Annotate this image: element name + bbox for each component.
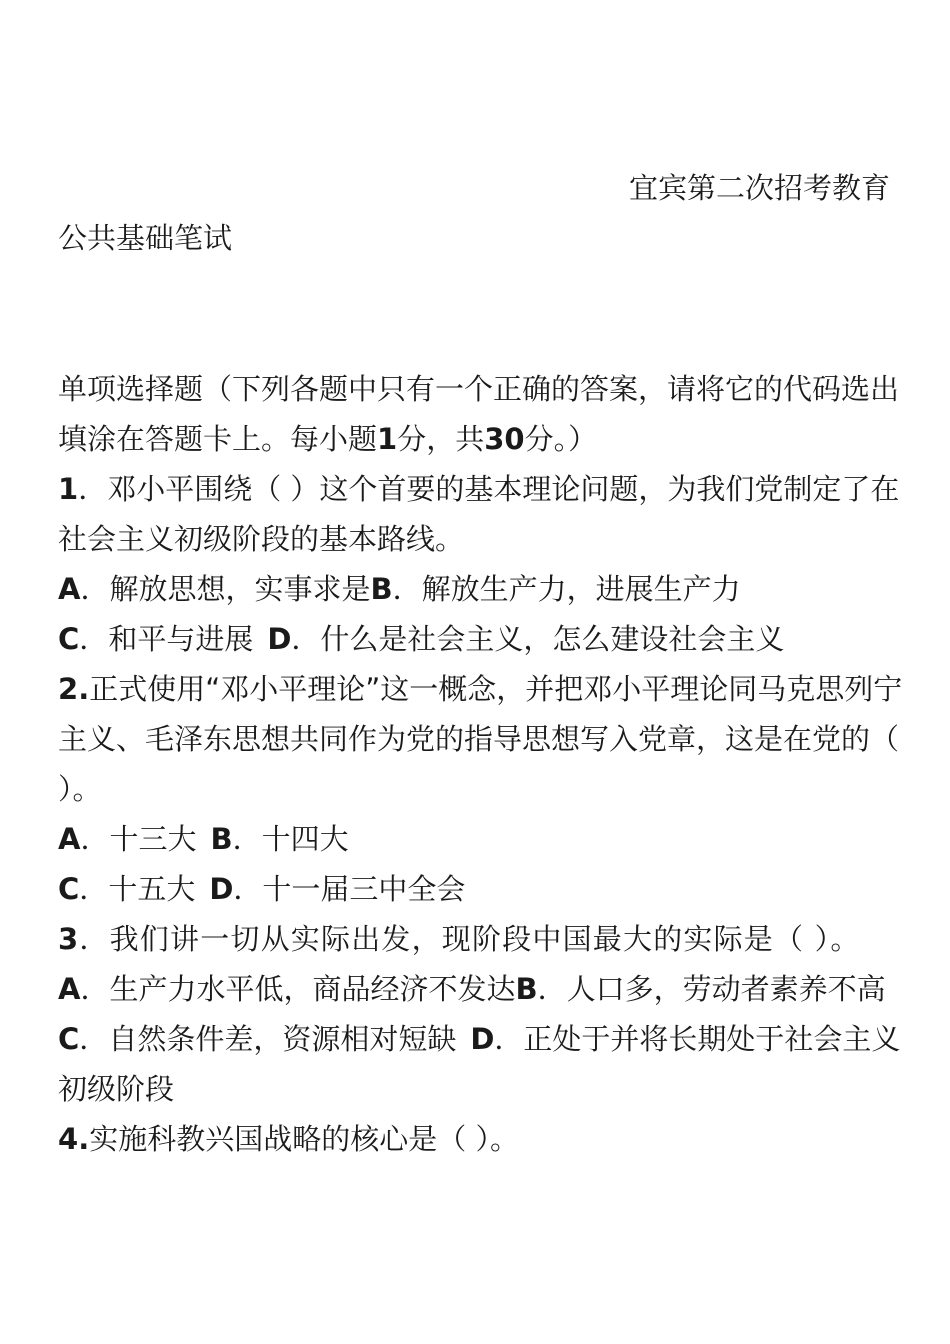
section-instruction: 单项选择题（下列各题中只有一个正确的答案，请将它的代码选出填涂在答题卡上。每小题1分，共30分。） xyxy=(58,372,900,456)
option-letter: C xyxy=(58,1022,80,1056)
option-text: 十一届三中全会 xyxy=(262,872,466,906)
option-letter: A xyxy=(58,822,81,856)
question-2-options-cd: C．十五大 D．十一届三中全会 xyxy=(58,872,466,906)
option-letter: B xyxy=(210,822,233,856)
question-3-options-ab: A．生产力水平低，商品经济不发达B．人口多，劳动者素养不高 xyxy=(58,972,886,1006)
option-text: 和平与进展 xyxy=(108,622,254,656)
question-number: 2 xyxy=(58,672,79,706)
question-2-stem: 2.正式使用“邓小平理论”这一概念，并把邓小平理论同马克思列宁主义、毛泽东思想共同作为党的指导思想写入党章，这是在党的（ ）。 xyxy=(58,672,903,806)
option-text: 十三大 xyxy=(109,822,197,856)
option-text: 生产力水平低，商品经济不发达 xyxy=(109,972,516,1006)
option-letter: D xyxy=(470,1022,495,1056)
exam-title-line-1: 宜宾第二次招考教育 xyxy=(628,171,890,205)
option-text: 十四大 xyxy=(261,822,349,856)
question-1-stem: 1．邓小平围绕（ ）这个首要的基本理论问题，为我们党制定了在社会主义初级阶段的基本路线。 xyxy=(58,472,900,556)
exam-title-line-2: 公共基础笔试 xyxy=(58,221,233,255)
option-text: 正处于并将长期处于社会主义初级阶段 xyxy=(58,1022,901,1106)
option-text: 自然条件差，资源相对短缺 xyxy=(108,1022,457,1056)
option-letter: B xyxy=(370,572,393,606)
option-letter: C xyxy=(58,872,80,906)
option-text: 解放思想，实事求是 xyxy=(109,572,371,606)
option-letter: A xyxy=(58,972,81,1006)
option-text: 什么是社会主义，怎么建设社会主义 xyxy=(320,622,785,656)
total-score: 30 xyxy=(484,422,525,456)
question-number: 4 xyxy=(58,1122,79,1156)
option-text: 十五大 xyxy=(108,872,196,906)
option-letter: D xyxy=(209,872,234,906)
option-text: 人口多，劳动者素养不高 xyxy=(566,972,886,1006)
exam-content xyxy=(58,364,908,1164)
option-letter: B xyxy=(515,972,538,1006)
question-1-options-cd: C．和平与进展 D．什么是社会主义，怎么建设社会主义 xyxy=(58,622,785,656)
option-letter: A xyxy=(58,572,81,606)
question-2-options-ab: A．十三大 B．十四大 xyxy=(58,822,349,856)
question-number: 3 xyxy=(58,922,80,956)
option-letter: C xyxy=(58,622,80,656)
question-number: 1 xyxy=(58,472,79,506)
question-3-options-cd: C．自然条件差，资源相对短缺 D．正处于并将长期处于社会主义初级阶段 xyxy=(58,1022,901,1106)
per-question-score: 1 xyxy=(377,422,398,456)
option-letter: D xyxy=(267,622,292,656)
question-1-options-ab: A．解放思想，实事求是B．解放生产力，进展生产力 xyxy=(58,572,741,606)
option-text: 解放生产力，进展生产力 xyxy=(421,572,741,606)
question-4-stem: 4.实施科教兴国战略的核心是（ ）。 xyxy=(58,1122,519,1156)
question-3-stem: 3．我们讲一切从实际出发，现阶段中国最大的实际是（ ）。 xyxy=(58,922,861,956)
